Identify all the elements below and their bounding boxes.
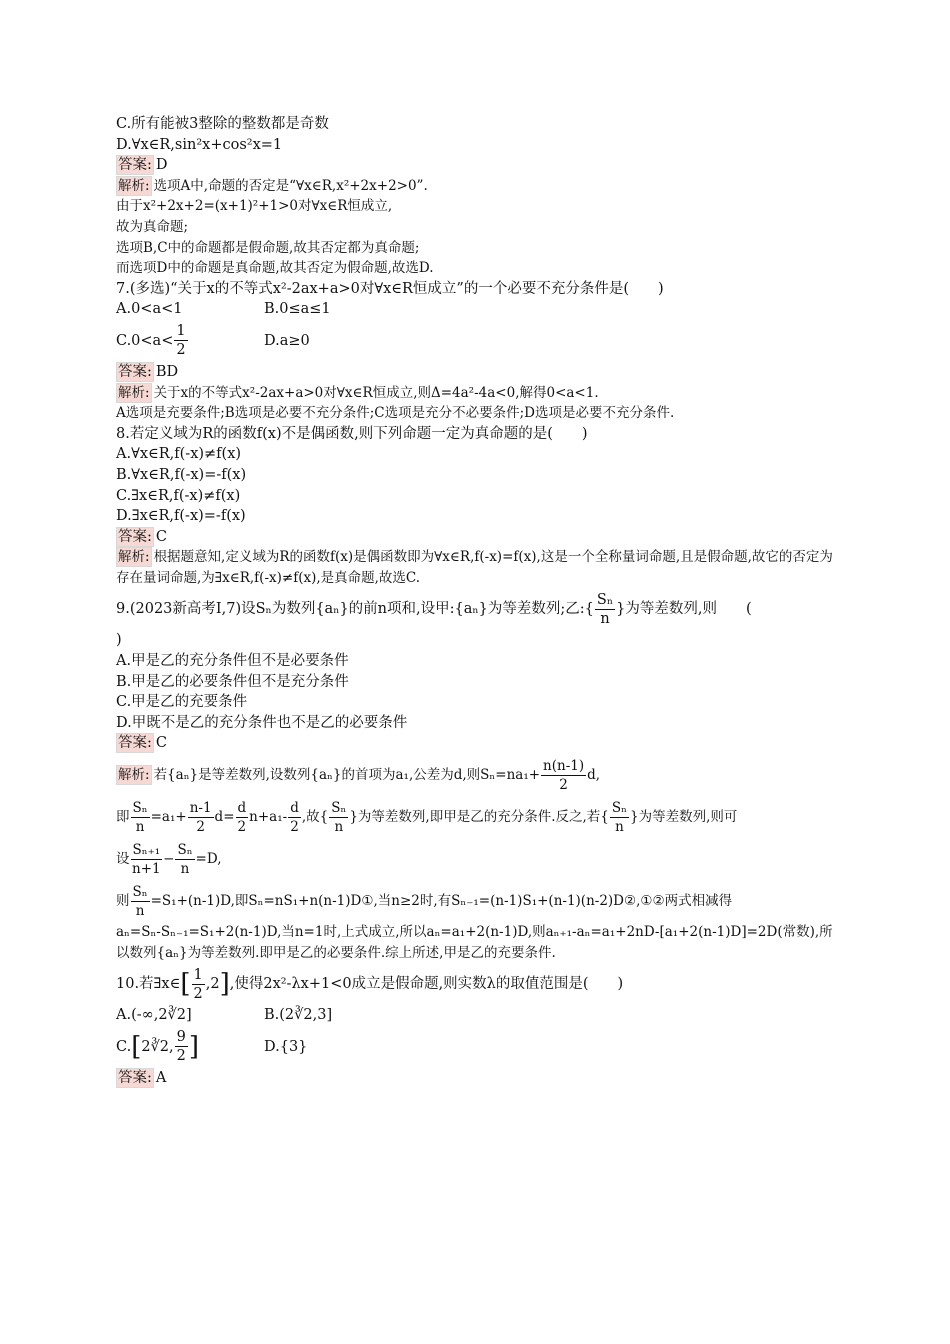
analysis-text: 选项A中,命题的否定是“∀x∈R,x²+2x+2>0”. [153,177,428,194]
fraction [288,799,301,836]
analysis-text: n+a₁- [249,809,288,826]
q6-analysis-1 [116,176,836,197]
fraction-numerator: Sₙ₊₁ [132,842,161,859]
q7-stem: 7.(多选)“关于x的不等式x²-2ax+a>0对∀x∈R恒成立”的一个必要不充分条件是( ) [116,280,664,297]
fraction-numerator: 1 [176,323,186,340]
document-page [116,114,836,1088]
fraction [175,841,194,878]
q8-answer [116,527,836,548]
q7-options-row-2 [116,320,836,362]
analysis-text: 根据题意知,定义域为R的函数f(x)是偶函数即为∀x∈R,f(-x)=f(x),这是一个全称量词命题,且是假命题,故它的否定为存在量词命题,为∃x∈R,f(-x)≠f(x),是真命题,故选C. [116,549,833,586]
analysis-text: 设 [116,851,130,868]
analysis-text: =S₁+(n-1)D,即Sₙ=nS₁+n(n-1)D①,当n≥2时,有Sₙ₋₁=(n-1)S₁+(n-1)(n-2)D②,①②两式相减得 [150,893,733,910]
answer-value: C [155,735,167,752]
q9-stem-text: 9.(2023新高考Ⅰ,7)设Sₙ为数列{aₙ}的前n项和,设甲:{aₙ}为等差数列;乙:{ [116,601,594,618]
fraction-numerator: Sₙ [611,800,627,817]
q9-analysis-1 [116,754,836,796]
fraction-denominator: 2 [559,777,568,794]
analysis-text: 即 [116,809,130,826]
q6-analysis-3: 故为真命题; [116,218,189,235]
answer-value: A [155,1069,167,1086]
fraction [188,799,214,836]
answer-tag: 答案: [118,1069,152,1086]
analysis-tag: 解析: [118,549,150,566]
fraction [174,322,187,359]
q6-option-d: D.∀x∈R,sin²x+cos²x=1 [116,136,283,153]
q7-option-b: B.0≤a≤1 [264,301,331,318]
analysis-text: 则 [116,893,130,910]
fraction-denominator: n [615,819,624,836]
fraction-denominator: 2 [176,342,186,359]
q10-stem-text-2: ,使得2x²-λx+1<0成立是假命题,则实数λ的取值范围是( ) [229,976,624,993]
analysis-text: =a₁+ [150,809,187,826]
q9-stem-end: ) [116,632,122,649]
fraction-numerator: 9 [176,1029,186,1046]
q9-option-a: A.甲是乙的充分条件但不是必要条件 [116,653,349,670]
q9-stem [116,588,836,630]
q10-option-b: B.(2∛2,3] [264,1007,333,1024]
fraction-numerator: n(n-1) [543,758,585,775]
q6-analysis-4: 选项B,C中的命题都是假命题,故其否定都为真命题; [116,239,420,256]
analysis-text: }为等差数列,即甲是乙的充分条件.反之,若{ [349,809,609,826]
fraction-numerator: Sₙ [596,591,614,608]
q8-analysis [116,547,836,588]
q6-answer [116,155,836,176]
fraction-denominator: 2 [193,985,203,1002]
fraction-denominator: n [135,903,145,920]
q10-stem [116,963,836,1005]
q7-options-row-1 [116,299,836,320]
analysis-text: ,故{ [301,809,329,826]
answer-value: C [155,528,167,545]
answer-tag: 答案: [118,528,152,545]
fraction [236,799,249,836]
q10-option-a: A.(-∞,2∛2] [116,1007,192,1024]
fraction-denominator: 2 [237,819,247,836]
fraction [595,591,615,628]
q10-option-d: D.{3} [264,1038,308,1055]
fraction [329,799,348,836]
q10-option-c-text: 2∛2, [141,1038,174,1055]
fraction-numerator: Sₙ [177,842,193,859]
fraction [175,1028,188,1065]
fraction [541,757,586,794]
analysis-text: 若{aₙ}是等差数列,设数列{aₙ}的首项为a₁,公差为d,则Sₙ=na₁+ [153,767,541,784]
q9-analysis-3 [116,838,836,880]
q9-stem-text-2: }为等差数列,则 ( [616,601,752,618]
q7-answer [116,362,836,383]
q7-option-c-text: C.0<a< [116,332,174,349]
q9-analysis-5: aₙ=Sₙ-Sₙ₋₁=S₁+2(n-1)D,当n=1时,上式成立,所以aₙ=a₁+2(n-1)D,则aₙ₊₁-aₙ=a₁+2nD-[a₁+2(n-1)D]=2D(常数),所以数列{aₙ}为等差数列.即甲是乙的必要条件.综上所述,甲是乙的充要条件. [116,924,833,961]
fraction-numerator: Sₙ [132,800,148,817]
q9-analysis-4 [116,880,836,922]
q6-option-c: C.所有能被3整除的整数都是奇数 [116,116,329,132]
q8-option-b: B.∀x∈R,f(-x)=-f(x) [116,466,247,483]
q10-stem-text: 10.若∃x∈ [116,976,181,993]
q10-interval-end: ,2 [205,976,220,993]
fraction-denominator: n [135,819,145,836]
q8-option-a: A.∀x∈R,f(-x)≠f(x) [116,446,242,463]
answer-value: D [155,157,168,174]
q7-analysis-2: A选项是充要条件;B选项是必要不充分条件;C选项是充分不必要条件;D选项是必要不充分条件. [116,405,675,422]
q7-option-d: D.a≥0 [264,332,310,349]
q9-option-c: C.甲是乙的充要条件 [116,694,248,711]
fraction [131,841,163,878]
fraction-numerator: Sₙ [331,800,347,817]
q10-answer [116,1068,836,1089]
fraction-numerator: Sₙ [132,884,148,901]
fraction-numerator: d [290,800,299,817]
q7-option-a: A.0<a<1 [116,301,183,318]
fraction-denominator: n+1 [132,861,161,878]
analysis-tag: 解析: [118,384,150,401]
q10-option-c [116,1026,264,1068]
answer-tag: 答案: [118,157,152,174]
fraction-denominator: 2 [290,819,299,836]
analysis-tag: 解析: [118,177,150,194]
q10-options-row-2 [116,1026,836,1068]
q8-stem: 8.若定义域为R的函数f(x)不是偶函数,则下列命题一定为真命题的是( ) [116,425,588,442]
fraction-denominator: n [334,819,344,836]
analysis-text: d, [587,767,601,784]
analysis-text: d= [214,809,235,826]
fraction-denominator: 2 [176,1048,186,1065]
q8-option-d: D.∃x∈R,f(-x)=-f(x) [116,508,246,525]
analysis-text: − [163,851,175,868]
q6-analysis-2: 由于x²+2x+2=(x+1)²+1>0对∀x∈R恒成立, [116,198,393,215]
fraction-numerator: d [237,800,247,817]
bracket-left: [ [131,1031,142,1062]
fraction-denominator: n [600,610,610,627]
analysis-text: }为等差数列,则可 [630,809,738,826]
q9-option-b: B.甲是乙的必要条件但不是充分条件 [116,673,349,690]
q9-option-d: D.甲既不是乙的充分条件也不是乙的必要条件 [116,714,408,731]
fraction [131,799,150,836]
q6-analysis-5: 而选项D中的命题是真命题,故其否定为假命题,故选D. [116,260,434,277]
q10-options-row-1 [116,1005,836,1026]
bracket-right: ] [188,1031,200,1062]
analysis-tag: 解析: [118,767,150,784]
q9-answer [116,733,836,754]
q9-analysis-2 [116,796,836,838]
q10-option-c-label: C. [116,1038,132,1055]
q7-option-c [116,320,264,362]
fraction-denominator: 2 [196,819,205,836]
fraction [192,966,205,1003]
fraction-numerator: 1 [193,966,203,983]
fraction-denominator: n [180,861,190,878]
answer-tag: 答案: [118,363,152,380]
q8-option-c: C.∃x∈R,f(-x)≠f(x) [116,487,241,504]
answer-tag: 答案: [118,735,152,752]
analysis-text: 关于x的不等式x²-2ax+a>0对∀x∈R恒成立,则Δ=4a²-4a<0,解得0<a<1. [153,384,599,401]
fraction [610,799,629,836]
bracket-left: [ [180,969,191,1000]
fraction-numerator: n-1 [189,800,212,817]
fraction [131,883,150,920]
answer-value: BD [155,363,179,380]
analysis-text: =D, [195,851,222,868]
q7-analysis-1 [116,383,836,404]
bracket-right: ] [219,969,230,1000]
